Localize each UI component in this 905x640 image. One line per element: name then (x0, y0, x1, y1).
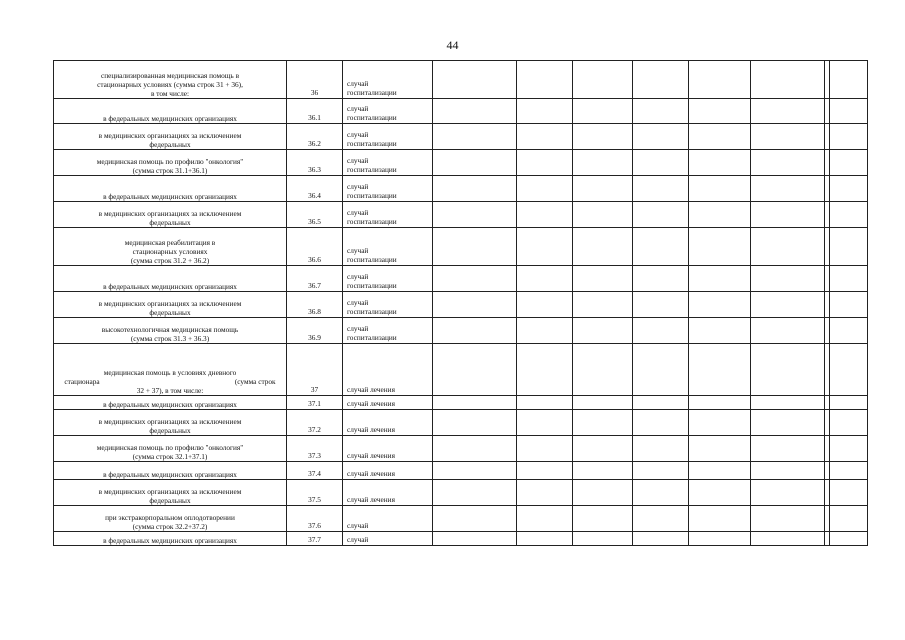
row-unit-cell (343, 124, 433, 150)
table-row (54, 344, 868, 396)
table-row (54, 150, 868, 176)
empty-value-cell (689, 202, 751, 228)
table-row (54, 480, 868, 506)
row-name-line: специализированная медицинская помощь в (100, 71, 240, 80)
row-name-line: медицинская помощь по профилю "онкология" (96, 157, 244, 166)
row-code-cell: 36.7 (287, 266, 343, 292)
empty-value-cell (689, 410, 751, 436)
empty-value-cell (517, 344, 573, 396)
table-row (54, 202, 868, 228)
empty-value-cell (830, 506, 868, 532)
row-name-cell (54, 266, 287, 292)
empty-value-cell (573, 228, 633, 266)
empty-value-cell (830, 61, 868, 99)
empty-value-cell (573, 318, 633, 344)
empty-value-cell (633, 266, 689, 292)
row-name-line: стационарных условиях (сумма строк 31 + 36), (97, 80, 243, 89)
empty-value-cell (751, 124, 825, 150)
row-unit-line: госпитализации (347, 333, 397, 342)
empty-value-cell (689, 344, 751, 396)
empty-value-cell (689, 318, 751, 344)
table-row (54, 506, 868, 532)
empty-value-cell (633, 318, 689, 344)
row-code-cell: 37.7 (287, 532, 343, 546)
row-name-line: в медицинских организациях за исключением (98, 131, 242, 140)
empty-value-cell (689, 266, 751, 292)
row-unit-line: госпитализации (347, 255, 397, 264)
empty-value-cell (751, 61, 825, 99)
row-name-line: в федеральных медицинских организациях (103, 114, 237, 123)
row-name-line: медицинская реабилитация в (124, 238, 216, 247)
table-row (54, 266, 868, 292)
page-number: 44 (446, 38, 459, 52)
row-unit-line: случай (347, 298, 369, 307)
row-code-cell: 37.5 (287, 480, 343, 506)
empty-value-cell (751, 462, 825, 480)
empty-value-cell (830, 202, 868, 228)
empty-value-cell (633, 124, 689, 150)
empty-value-cell (517, 292, 573, 318)
row-name-line: медицинская помощь в условиях дневного (103, 368, 237, 377)
row-unit-line: госпитализации (347, 217, 397, 226)
empty-value-cell (433, 176, 517, 202)
empty-value-cell (633, 176, 689, 202)
row-name-cell (54, 344, 287, 396)
row-name-cell (54, 462, 287, 480)
empty-value-cell (830, 176, 868, 202)
empty-value-cell (830, 344, 868, 396)
table-row (54, 176, 868, 202)
empty-value-cell (433, 124, 517, 150)
row-code-cell: 36.4 (287, 176, 343, 202)
row-unit-line: случай лечения (347, 385, 395, 394)
empty-value-cell (573, 266, 633, 292)
empty-value-cell (751, 99, 825, 124)
row-name-cell (54, 150, 287, 176)
empty-value-cell (751, 176, 825, 202)
row-unit-line: случай (347, 272, 369, 281)
table-row (54, 410, 868, 436)
row-name-line: (сумма строк (234, 377, 276, 386)
empty-value-cell (689, 124, 751, 150)
empty-value-cell (633, 228, 689, 266)
empty-value-cell (573, 176, 633, 202)
empty-value-cell (751, 396, 825, 410)
empty-value-cell (751, 532, 825, 546)
empty-value-cell (751, 202, 825, 228)
empty-value-cell (830, 228, 868, 266)
empty-value-cell (689, 61, 751, 99)
empty-value-cell (830, 480, 868, 506)
empty-value-cell (517, 150, 573, 176)
row-name-line: в федеральных медицинских организациях (103, 536, 237, 545)
row-unit-cell (343, 99, 433, 124)
row-name-line: федеральных (149, 140, 191, 149)
table-row (54, 61, 868, 99)
empty-value-cell (751, 228, 825, 266)
empty-value-cell (517, 99, 573, 124)
row-unit-line: случай (347, 535, 369, 544)
row-name-line: федеральных (149, 496, 191, 505)
row-name-cell (54, 176, 287, 202)
empty-value-cell (433, 480, 517, 506)
row-name-line: в федеральных медицинских организациях (103, 192, 237, 201)
row-name-line: федеральных (149, 426, 191, 435)
row-unit-cell (343, 61, 433, 99)
empty-value-cell (573, 202, 633, 228)
row-code-cell: 36.6 (287, 228, 343, 266)
empty-value-cell (751, 318, 825, 344)
table-row (54, 228, 868, 266)
empty-value-cell (633, 410, 689, 436)
empty-value-cell (751, 480, 825, 506)
empty-value-cell (517, 532, 573, 546)
empty-value-cell (830, 462, 868, 480)
row-unit-cell (343, 266, 433, 292)
empty-value-cell (633, 462, 689, 480)
row-name-line: федеральных (149, 308, 191, 317)
empty-value-cell (433, 202, 517, 228)
row-unit-line: госпитализации (347, 281, 397, 290)
row-unit-cell (343, 410, 433, 436)
row-code-cell: 37.3 (287, 436, 343, 462)
empty-value-cell (633, 202, 689, 228)
empty-value-cell (433, 228, 517, 266)
empty-value-cell (433, 61, 517, 99)
empty-value-cell (689, 462, 751, 480)
empty-value-cell (517, 202, 573, 228)
table-row (54, 99, 868, 124)
row-code-cell: 36.8 (287, 292, 343, 318)
empty-value-cell (517, 436, 573, 462)
empty-value-cell (517, 61, 573, 99)
empty-value-cell (751, 344, 825, 396)
row-unit-line: случай (347, 521, 369, 530)
data-table (53, 60, 868, 546)
empty-value-cell (689, 99, 751, 124)
empty-value-cell (433, 150, 517, 176)
row-name-cell (54, 99, 287, 124)
row-name-line: стационарных условиях (132, 247, 208, 256)
row-name-cell (54, 318, 287, 344)
row-code-cell: 36 (287, 61, 343, 99)
empty-value-cell (689, 436, 751, 462)
row-name-cell (54, 532, 287, 546)
empty-value-cell (633, 99, 689, 124)
empty-value-cell (830, 396, 868, 410)
row-unit-line: случай лечения (347, 469, 395, 478)
empty-value-cell (689, 292, 751, 318)
row-name-line: стационара (64, 377, 100, 386)
row-unit-cell (343, 202, 433, 228)
row-name-cell (54, 410, 287, 436)
empty-value-cell (830, 150, 868, 176)
row-name-cell (54, 480, 287, 506)
row-unit-line: случай лечения (347, 399, 395, 408)
empty-value-cell (830, 292, 868, 318)
empty-value-cell (573, 462, 633, 480)
empty-value-cell (751, 506, 825, 532)
row-unit-cell (343, 176, 433, 202)
empty-value-cell (573, 150, 633, 176)
empty-value-cell (433, 99, 517, 124)
row-unit-cell (343, 150, 433, 176)
row-name-line: при экстракорпоральном оплодотворении (105, 513, 235, 522)
row-name-line: (сумма строк 31.1+36.1) (132, 166, 208, 175)
empty-value-cell (689, 228, 751, 266)
row-name-line: в медицинских организациях за исключением (98, 417, 242, 426)
empty-value-cell (633, 61, 689, 99)
empty-value-cell (751, 150, 825, 176)
empty-value-cell (573, 99, 633, 124)
row-code-cell: 37.2 (287, 410, 343, 436)
row-name-cell (54, 396, 287, 410)
empty-value-cell (830, 318, 868, 344)
empty-value-cell (573, 436, 633, 462)
empty-value-cell (633, 150, 689, 176)
empty-value-cell (830, 124, 868, 150)
table-row (54, 124, 868, 150)
empty-value-cell (689, 506, 751, 532)
empty-value-cell (633, 344, 689, 396)
row-unit-line: госпитализации (347, 113, 397, 122)
row-unit-cell (343, 480, 433, 506)
row-name-line: (сумма строк 31.3 + 36.3) (130, 334, 210, 343)
row-unit-line: случай лечения (347, 425, 395, 434)
row-unit-line: случай (347, 130, 369, 139)
empty-value-cell (689, 532, 751, 546)
table-row (54, 462, 868, 480)
empty-value-cell (830, 99, 868, 124)
empty-value-cell (517, 124, 573, 150)
row-name-cell (54, 228, 287, 266)
row-name-line: в том числе: (150, 89, 190, 98)
empty-value-cell (751, 292, 825, 318)
empty-value-cell (433, 462, 517, 480)
empty-value-cell (751, 266, 825, 292)
row-unit-cell (343, 462, 433, 480)
empty-value-cell (517, 176, 573, 202)
row-unit-line: случай (347, 246, 369, 255)
empty-value-cell (633, 396, 689, 410)
row-name-line: 32 + 37), в том числе: (136, 386, 204, 395)
empty-value-cell (573, 410, 633, 436)
row-unit-line: госпитализации (347, 307, 397, 316)
row-name-line: федеральных (149, 218, 191, 227)
row-name-line: (сумма строк 32.1+37.1) (132, 452, 208, 461)
row-code-cell: 36.1 (287, 99, 343, 124)
row-unit-line: госпитализации (347, 191, 397, 200)
row-name-line: в федеральных медицинских организациях (103, 282, 237, 291)
row-code-cell: 37.4 (287, 462, 343, 480)
empty-value-cell (433, 410, 517, 436)
row-name-line: (сумма строк 31.2 + 36.2) (130, 256, 210, 265)
empty-value-cell (633, 506, 689, 532)
empty-value-cell (689, 480, 751, 506)
row-name-line: (сумма строк 32.2+37.2) (132, 522, 208, 531)
empty-value-cell (751, 436, 825, 462)
table-row (54, 532, 868, 546)
empty-value-cell (573, 532, 633, 546)
empty-value-cell (573, 292, 633, 318)
row-unit-cell (343, 436, 433, 462)
row-code-cell: 37.6 (287, 506, 343, 532)
empty-value-cell (433, 532, 517, 546)
row-name-cell (54, 292, 287, 318)
empty-value-cell (433, 344, 517, 396)
empty-value-cell (573, 61, 633, 99)
empty-value-cell (517, 266, 573, 292)
empty-value-cell (573, 480, 633, 506)
empty-value-cell (517, 410, 573, 436)
row-unit-line: случай лечения (347, 495, 395, 504)
empty-value-cell (433, 506, 517, 532)
row-unit-cell (343, 532, 433, 546)
table-row (54, 396, 868, 410)
row-unit-line: госпитализации (347, 88, 397, 97)
row-unit-line: госпитализации (347, 165, 397, 174)
row-name-line: в медицинских организациях за исключением (98, 299, 242, 308)
empty-value-cell (517, 462, 573, 480)
empty-value-cell (633, 436, 689, 462)
empty-value-cell (517, 506, 573, 532)
table-row (54, 292, 868, 318)
row-unit-line: случай (347, 79, 369, 88)
table-row (54, 436, 868, 462)
row-name-cell (54, 124, 287, 150)
empty-value-cell (830, 410, 868, 436)
row-code-cell: 36.2 (287, 124, 343, 150)
empty-value-cell (830, 266, 868, 292)
row-unit-line: случай (347, 104, 369, 113)
row-code-cell: 36.9 (287, 318, 343, 344)
row-name-line: высокотехнологичная медицинская помощь (101, 325, 239, 334)
empty-value-cell (830, 532, 868, 546)
empty-value-cell (573, 344, 633, 396)
row-unit-cell (343, 292, 433, 318)
row-unit-line: случай (347, 208, 369, 217)
row-unit-line: случай (347, 324, 369, 333)
empty-value-cell (689, 176, 751, 202)
row-code-cell: 37 (287, 344, 343, 396)
empty-value-cell (633, 480, 689, 506)
row-unit-cell (343, 396, 433, 410)
row-name-cell (54, 436, 287, 462)
row-unit-cell (343, 228, 433, 266)
row-unit-cell (343, 318, 433, 344)
row-name-cell (54, 202, 287, 228)
empty-value-cell (689, 150, 751, 176)
empty-value-cell (433, 396, 517, 410)
empty-value-cell (573, 506, 633, 532)
empty-value-cell (573, 396, 633, 410)
empty-value-cell (517, 396, 573, 410)
row-code-cell: 36.5 (287, 202, 343, 228)
row-unit-cell (343, 506, 433, 532)
empty-value-cell (433, 266, 517, 292)
row-unit-line: случай (347, 182, 369, 191)
row-name-cell (54, 506, 287, 532)
table-body (54, 61, 868, 546)
row-code-cell: 36.3 (287, 150, 343, 176)
row-name-line: в федеральных медицинских организациях (103, 400, 237, 409)
empty-value-cell (433, 292, 517, 318)
table-row (54, 318, 868, 344)
row-name-cell (54, 61, 287, 99)
empty-value-cell (517, 228, 573, 266)
row-code-cell: 37.1 (287, 396, 343, 410)
empty-value-cell (517, 318, 573, 344)
row-unit-line: случай (347, 156, 369, 165)
empty-value-cell (751, 410, 825, 436)
row-name-line: медицинская помощь по профилю "онкология" (96, 443, 244, 452)
row-name-line: в медицинских организациях за исключением (98, 487, 242, 496)
row-unit-line: госпитализации (347, 139, 397, 148)
empty-value-cell (830, 436, 868, 462)
empty-value-cell (633, 532, 689, 546)
empty-value-cell (433, 436, 517, 462)
row-name-line: в медицинских организациях за исключением (98, 209, 242, 218)
empty-value-cell (573, 124, 633, 150)
row-name-line: в федеральных медицинских организациях (103, 470, 237, 479)
empty-value-cell (689, 396, 751, 410)
row-unit-line: случай лечения (347, 451, 395, 460)
row-unit-cell (343, 344, 433, 396)
empty-value-cell (517, 480, 573, 506)
empty-value-cell (433, 318, 517, 344)
empty-value-cell (633, 292, 689, 318)
